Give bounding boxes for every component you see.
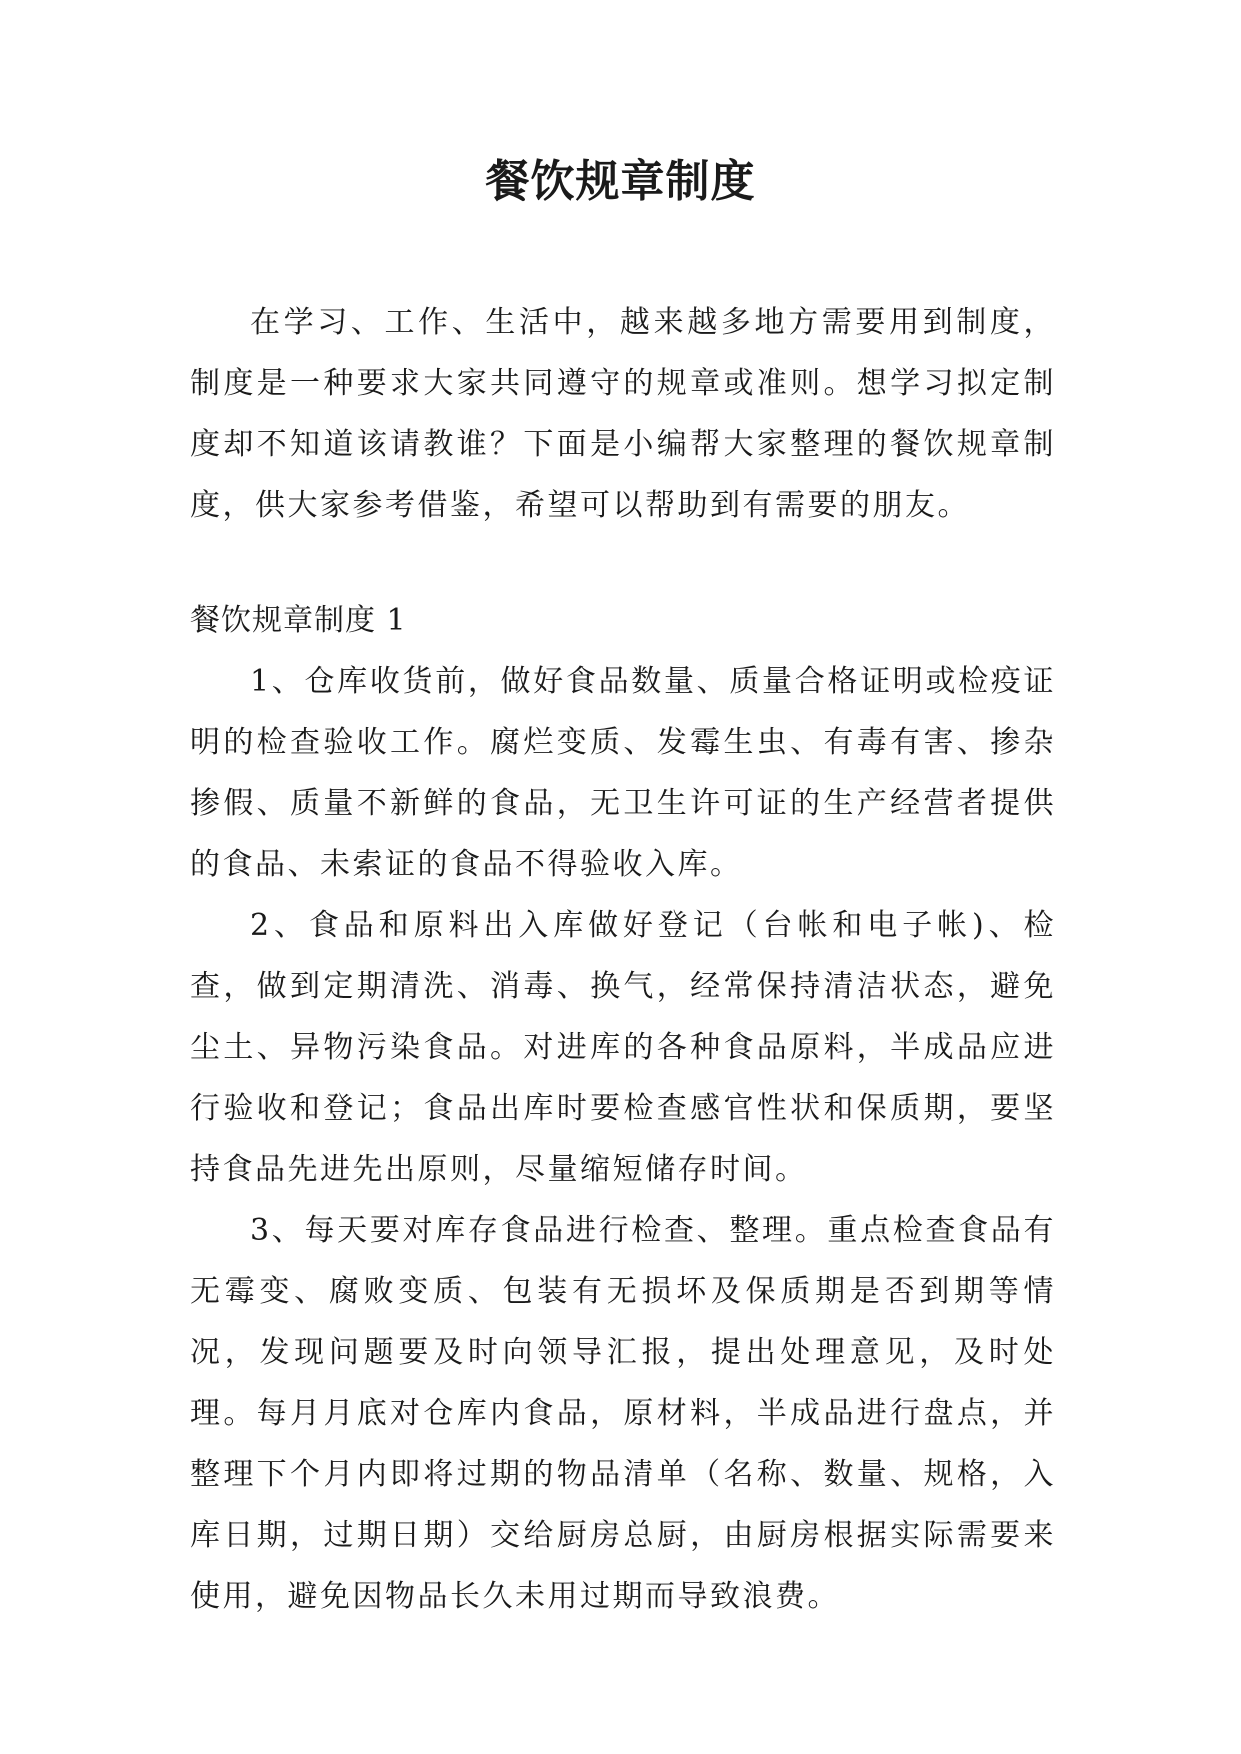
document-body <box>190 292 1056 1627</box>
rule-item-2: 2、食品和原料出入库做好登记（台帐和电子帐)、检查，做到定期清洗、消毒、换气，经常保持清洁状态，避免尘土、异物污染食品。对进库的各种食品原料，半成品应进行验收和登记；食品出库时要检查感官性状和保质期，要坚持食品先进先出原则，尽量缩短储存时间。 <box>190 908 1056 1187</box>
rule-item-3: 3、每天要对库存食品进行检查、整理。重点检查食品有无霉变、腐败变质、包装有无损坏及保质期是否到期等情况，发现问题要及时向领导汇报，提出处理意见，及时处理。每月月底对仓库内食品，原材料，半成品进行盘点，并整理下个月内即将过期的物品清单（名称、数量、规格，入库日期，过期日期）交给厨房总厨，由厨房根据实际需要来使用，避免因物品长久未用过期而导致浪费。 <box>190 1213 1056 1614</box>
rule-item-1: 1、仓库收货前，做好食品数量、质量合格证明或检疫证明的检查验收工作。腐烂变质、发霉生虫、有毒有害、掺杂掺假、质量不新鲜的食品，无卫生许可证的生产经营者提供的食品、未索证的食品不得验收入库。 <box>190 664 1056 882</box>
page-title: 餐饮规章制度 <box>485 156 756 207</box>
intro-paragraph: 在学习、工作、生活中，越来越多地方需要用到制度，制度是一种要求大家共同遵守的规章或准则。想学习拟定制度却不知道该请教谁？下面是小编帮大家整理的餐饮规章制度，供大家参考借鉴，希望可以帮助到有需要的朋友。 <box>190 305 1056 523</box>
section-heading: 餐饮规章制度 1 <box>190 603 407 638</box>
